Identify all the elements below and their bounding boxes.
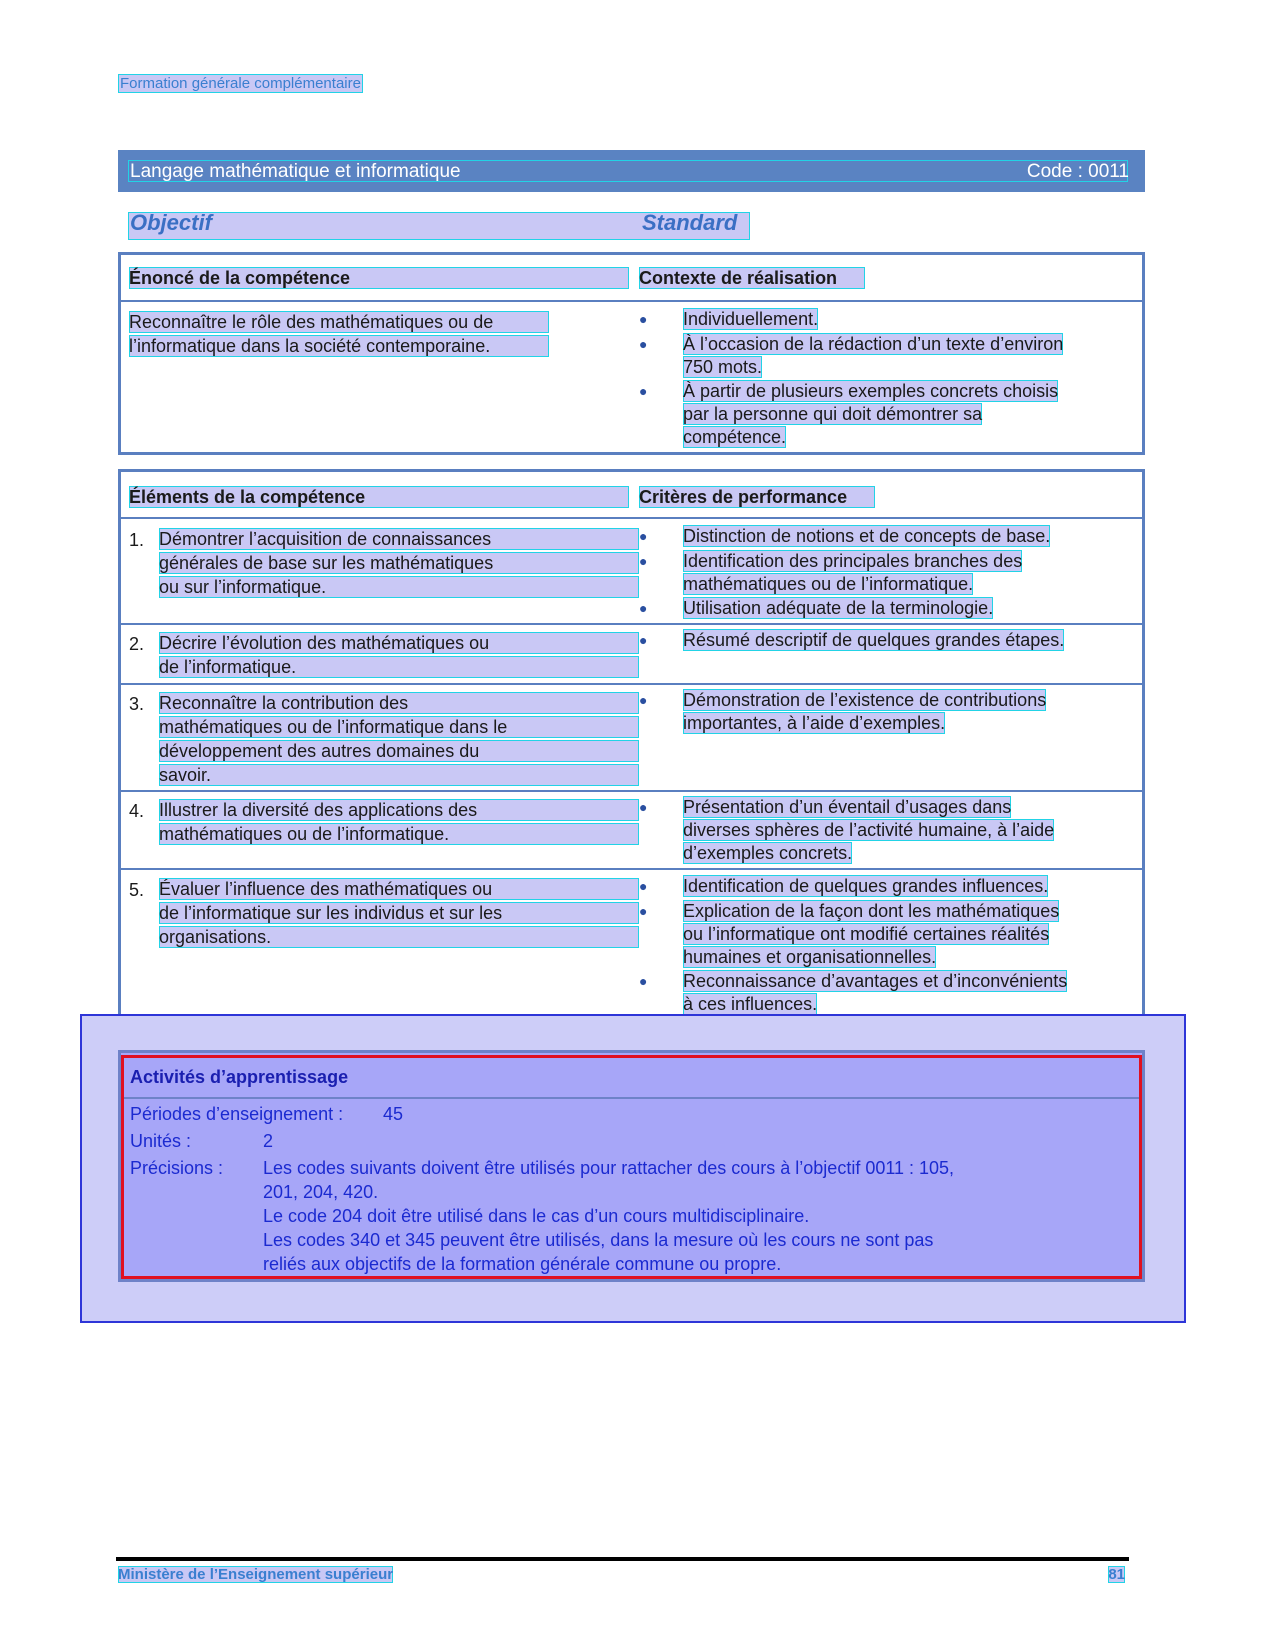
bullet-icon: ● [639,311,648,327]
bullet-icon: ● [639,600,648,616]
bullet-icon: ● [639,692,648,708]
bullet-icon: ● [639,336,648,352]
course-title: Langage mathématique et informatique [130,161,461,182]
element-line: Décrire l’évolution des mathématiques ou [159,632,639,654]
bullet-icon: ● [639,973,648,989]
criterion-item-cont: à ces influences. [683,994,818,1014]
units-label: Unités : [130,1131,192,1151]
divider [121,790,1142,792]
criterion-item: Identification de quelques grandes influences. [683,876,1049,896]
element-line: ou sur l’informatique. [159,576,639,598]
divider [121,300,1142,302]
course-code: Code : 0011 [1026,161,1129,182]
bullet-icon: ● [639,799,648,815]
element-line: de l’informatique sur les individus et sur les [159,902,639,924]
criterion-item-cont: diverses sphères de l’activité humaine, à l’aide [683,820,1055,840]
statement-line: Reconnaître le rôle des mathématiques ou de [129,311,549,333]
context-item: Individuellement. [683,309,819,329]
bullet-icon: ● [639,632,648,648]
statement-line: l’informatique dans la société contemporaine. [129,335,549,357]
context-item-cont: par la personne qui doit démontrer sa [683,404,983,424]
activities-title: Activités d’apprentissage [130,1067,349,1087]
competence-table [118,252,1145,455]
element-line: Illustrer la diversité des applications des [159,799,639,821]
element-line: générales de base sur les mathématiques [159,552,639,574]
periods-value: 45 [383,1104,404,1124]
element-line: Reconnaître la contribution des [159,692,639,714]
criterion-item: Démonstration de l’existence de contributions [683,690,1047,710]
element-line: Évaluer l’influence des mathématiques ou [159,878,639,900]
precision-line: Les codes 340 et 345 peuvent être utilisés, dans la mesure où les cours ne sont pas [263,1230,934,1250]
divider [121,868,1142,870]
criterion-item: Explication de la façon dont les mathématiques [683,901,1060,921]
divider [121,623,1142,625]
element-line: mathématiques ou de l’informatique dans le [159,716,639,738]
element-number: 2. [129,634,145,654]
elements-table [118,469,1145,1031]
precision-line: Les codes suivants doivent être utilisés pour rattacher des cours à l’objectif 0011 : 105, [263,1158,955,1178]
criterion-item-cont: humaines et organisationnelles. [683,947,937,967]
criterion-item: Présentation d’un éventail d’usages dans [683,797,1012,817]
criterion-item-cont: ou l’informatique ont modifié certaines réalités [683,924,1050,944]
elements-header: Éléments de la compétence [129,486,629,508]
footer-ministry: Ministère de l’Enseignement supérieur [118,1566,394,1583]
element-line: organisations. [159,926,639,948]
element-line: Démontrer l’acquisition de connaissances [159,528,639,550]
element-line: mathématiques ou de l’informatique. [159,823,639,845]
element-number: 4. [129,801,145,821]
divider [121,683,1142,685]
objective-heading: Objectif [130,210,212,235]
page-number: 81 [1108,1566,1125,1583]
criterion-item-cont: importantes, à l’aide d’exemples. [683,713,946,733]
precision-line: 201, 204, 420. [263,1182,379,1202]
context-item: À l’occasion de la rédaction d’un texte d’environ [683,334,1064,354]
competence-statement-header: Énoncé de la compétence [129,267,629,289]
title-bar [118,150,1145,192]
criteria-header: Critères de performance [639,486,875,508]
activities-selection-outline [121,1055,1142,1279]
document-header: Formation générale complémentaire [120,75,361,92]
criterion-item: Reconnaissance d’avantages et d’inconvénients [683,971,1068,991]
element-line: développement des autres domaines du [159,740,639,762]
context-item-cont: 750 mots. [683,357,763,377]
criterion-item-cont: d’exemples concrets. [683,843,853,863]
periods-label: Périodes d’enseignement : [130,1104,344,1124]
element-number: 5. [129,880,145,900]
precisions-label: Précisions : [130,1158,224,1178]
bullet-icon: ● [639,383,648,399]
element-line: savoir. [159,764,639,786]
context-item-cont: compétence. [683,427,787,447]
standard-heading: Standard [642,210,738,235]
criterion-item: Identification des principales branches des [683,551,1023,571]
bullet-icon: ● [639,878,648,894]
precision-line: Le code 204 doit être utilisé dans le cas d’un cours multidisciplinaire. [263,1206,810,1226]
criterion-item: Utilisation adéquate de la terminologie. [683,598,994,618]
units-value: 2 [263,1131,274,1151]
criterion-item-cont: mathématiques ou de l’informatique. [683,574,974,594]
context-header: Contexte de réalisation [639,267,865,289]
bullet-icon: ● [639,553,648,569]
element-line: de l’informatique. [159,656,639,678]
element-number: 1. [129,530,145,550]
criterion-item: Résumé descriptif de quelques grandes étapes. [683,630,1065,650]
footer-rule [116,1557,1129,1561]
bullet-icon: ● [639,903,648,919]
element-number: 3. [129,694,145,714]
precision-line: reliés aux objectifs de la formation générale commune ou propre. [263,1254,782,1274]
divider [121,517,1142,519]
bullet-icon: ● [639,528,648,544]
context-item: À partir de plusieurs exemples concrets choisis [683,381,1059,401]
criterion-item: Distinction de notions et de concepts de base. [683,526,1051,546]
